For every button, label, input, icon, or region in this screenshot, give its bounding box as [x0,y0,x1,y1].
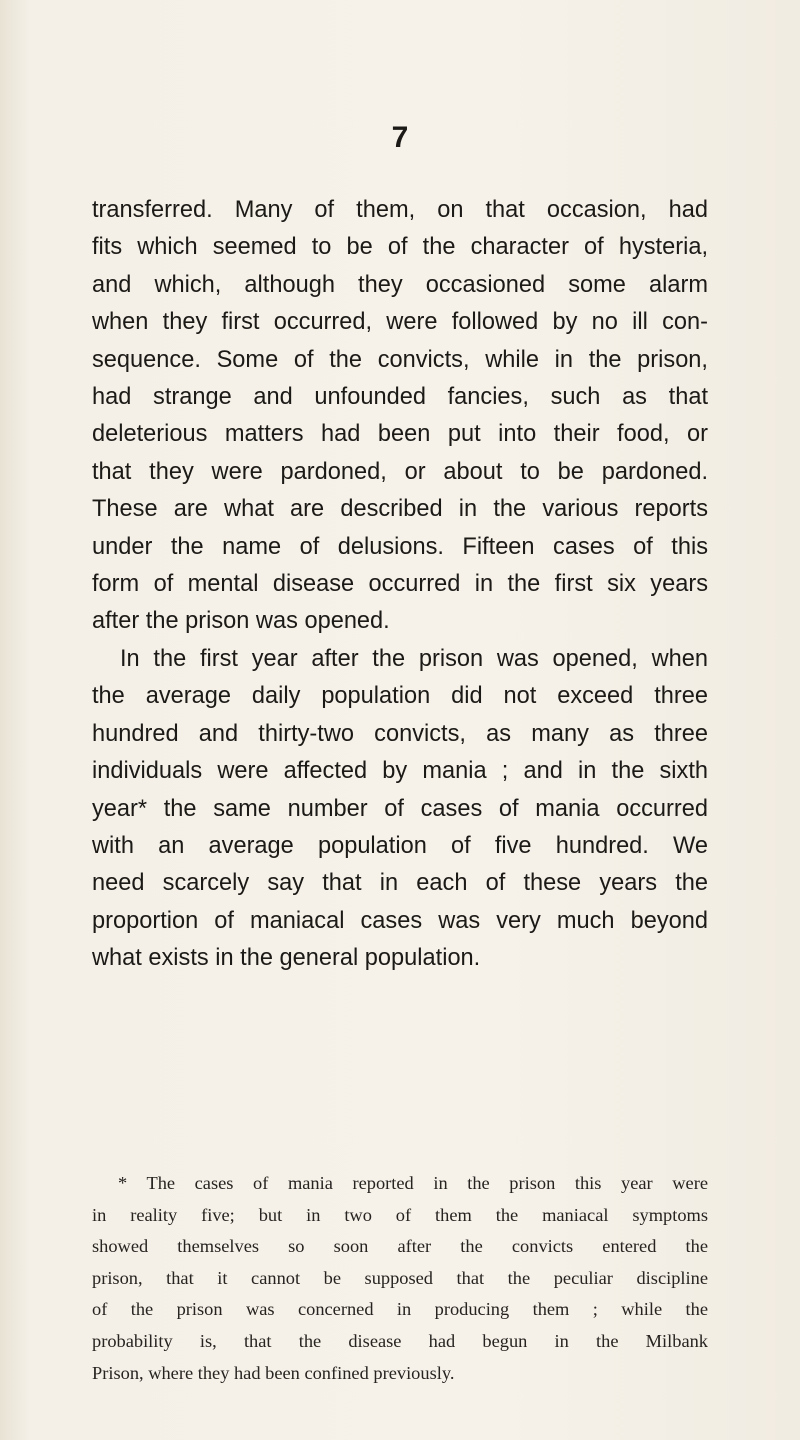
body-line: that they were pardoned, or about to be pardoned. [92,458,708,485]
body-line: under the name of delusions. Fifteen cases of this [92,533,708,560]
body-line: individuals were affected by mania ; and in the sixth [92,758,708,785]
footnote-line: in reality five; but in two of them the maniacal symptoms [92,1204,708,1225]
page-number: 7 [391,121,409,154]
body-line: transferred. Many of them, on that occasion, had [92,197,708,223]
body-line: what exists in the general population. [92,945,481,972]
body-line: fits which seemed to be of the character of hysteria, [92,234,708,261]
body-text [92,192,708,978]
body-line: sequence. Some of the convicts, while in the prison, [92,346,708,373]
body-line: need scarcely say that in each of these years the [92,870,708,897]
footnote-line: Prison, where they had been confined previously. [92,1362,455,1383]
body-line: deleterious matters had been put into their food, or [92,421,708,448]
body-line: when they first occurred, were followed by no ill con- [92,309,708,336]
body-line: the average daily population did not exceed three [92,683,708,710]
footnote-line: prison, that it cannot be supposed that the peculiar discipline [92,1267,708,1288]
footnote-line: of the prison was concerned in producing them ; while the [92,1299,708,1320]
body-line: form of mental disease occurred in the first six years [92,571,708,598]
body-line: hundred and thirty-two convicts, as many as three [92,720,708,747]
body-line: after the prison was opened. [92,608,390,635]
footnote-line: * The cases of mania reported in the prison this year were [118,1173,708,1193]
body-line: with an average population of five hundred. We [92,832,708,859]
body-line: proportion of maniacal cases was very much beyond [92,907,708,934]
body-line: had strange and unfounded fancies, such as that [92,384,708,411]
body-line: year* the same number of cases of mania occurred [92,795,708,822]
body-line: In the first year after the prison was opened, when [120,645,708,672]
body-line: These are what are described in the various reports [92,496,708,523]
body-line: and which, although they occasioned some alarm [92,271,708,298]
footnote-line: probability is, that the disease had begun in the Milbank [92,1330,708,1351]
footnote [92,1168,708,1389]
footnote-line: showed themselves so soon after the convicts entered the [92,1236,708,1257]
